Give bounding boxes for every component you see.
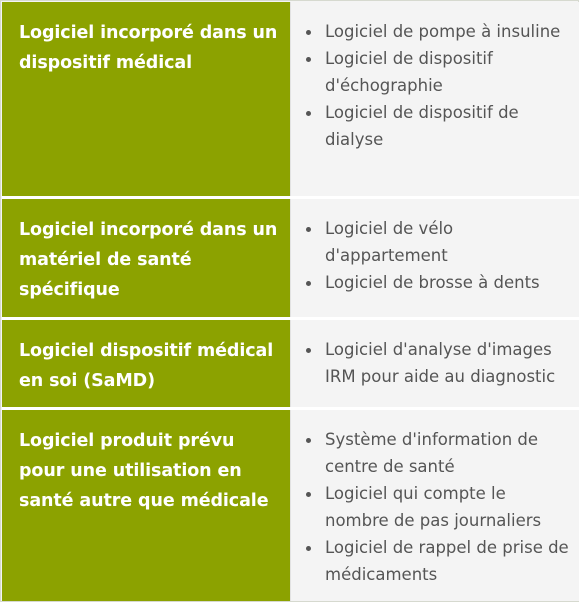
list-item: Logiciel de rappel de prise de médicaments: [301, 534, 573, 588]
table-row: [2, 410, 579, 601]
category-cell: Logiciel incorporé dans un matériel de santé spécifique: [2, 199, 290, 317]
list-item: Système d'information de centre de santé: [301, 426, 573, 480]
examples-cell: [290, 2, 579, 196]
table-row: [2, 320, 579, 407]
table-row: [2, 199, 579, 317]
list-item: Logiciel de vélo d'appartement: [301, 215, 573, 269]
category-cell: Logiciel produit prévu pour une utilisation en santé autre que médicale: [2, 410, 290, 601]
list-item: Logiciel de brosse à dents: [301, 269, 573, 296]
list-item: Logiciel de dispositif de dialyse: [301, 99, 573, 153]
list-item: Logiciel de dispositif d'échographie: [301, 45, 573, 99]
list-item: Logiciel qui compte le nombre de pas journaliers: [301, 480, 573, 534]
examples-list: [301, 215, 573, 296]
table-row: [2, 2, 579, 196]
list-item: Logiciel de pompe à insuline: [301, 18, 573, 45]
list-item: Logiciel d'analyse d'images IRM pour aide au diagnostic: [301, 336, 573, 390]
examples-list: [301, 336, 573, 390]
examples-cell: [290, 410, 579, 601]
category-cell: Logiciel incorporé dans un dispositif médical: [2, 2, 290, 196]
examples-list: [301, 426, 573, 588]
examples-cell: [290, 320, 579, 407]
category-cell: Logiciel dispositif médical en soi (SaMD): [2, 320, 290, 407]
examples-list: [301, 18, 573, 153]
examples-cell: [290, 199, 579, 317]
